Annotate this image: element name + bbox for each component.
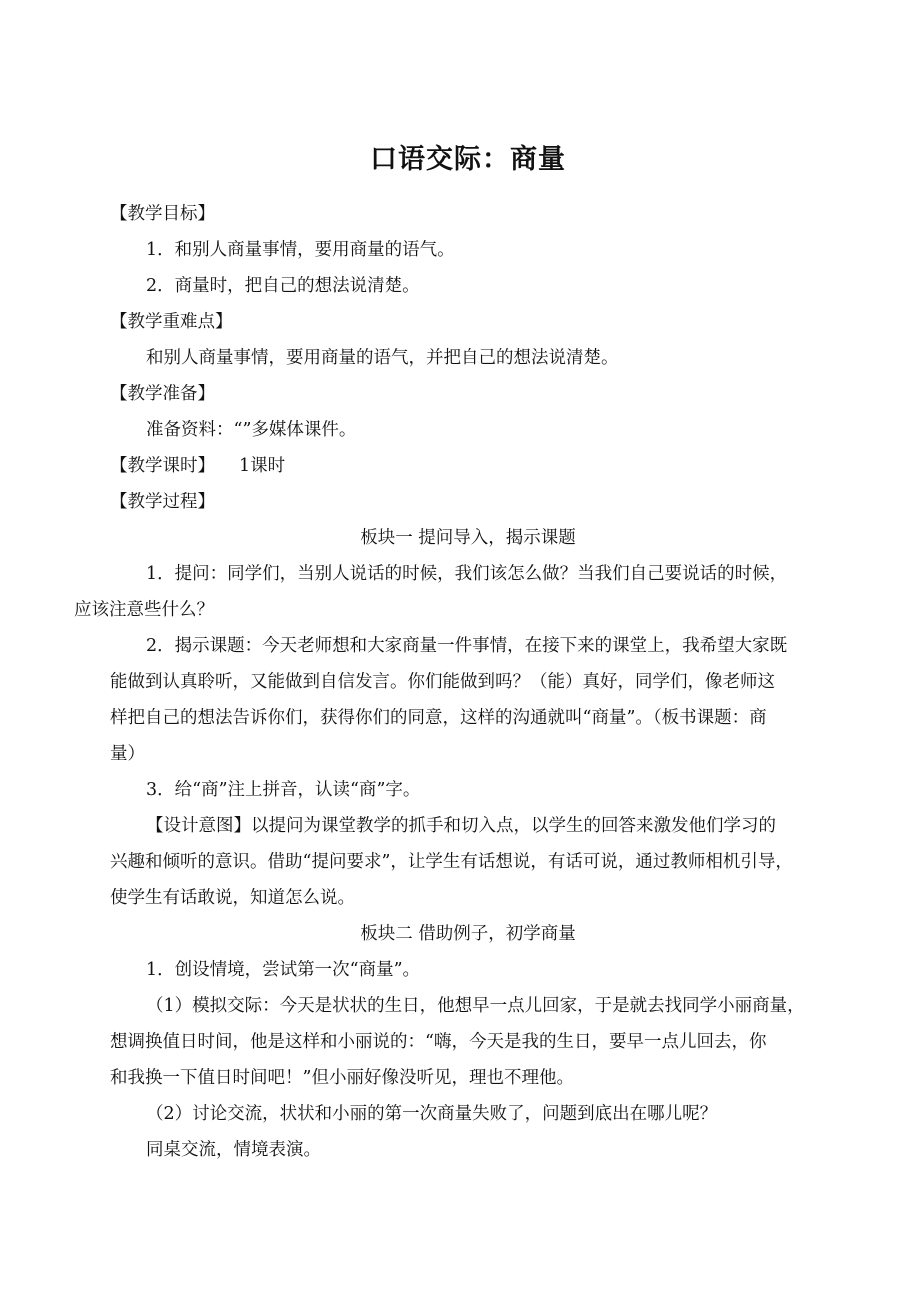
document-page	[74, 140, 826, 1168]
block-two-sub-1-line-3: 和我换一下值日时间吧！”但小丽好像没听见，理也不理他。	[110, 1068, 574, 1088]
teaching-process-heading: 【教学过程】	[110, 492, 215, 512]
block-one-item-2-line-2: 能做到认真聆听，又能做到自信发言。你们能做到吗？（能）真好，同学们，像老师这	[110, 672, 775, 692]
block-one-item-2-line-1: 2．揭示课题：今天老师想和大家商量一件事情，在接下来的课堂上，我希望大家既	[146, 636, 788, 656]
teaching-preparation-heading: 【教学准备】	[110, 384, 215, 404]
block-two-title: 板块二 借助例子，初学商量	[360, 924, 576, 944]
block-two-sub-2: （2）讨论交流，状状和小丽的第一次商量失败了，问题到底出在哪儿呢？	[146, 1104, 718, 1124]
teaching-goal-2: 2．商量时，把自己的想法说清楚。	[146, 276, 420, 296]
block-one-item-2	[110, 628, 826, 772]
block-two-sub-1-line-2: 想调换值日时间，他是这样和小丽说的：“嗨，今天是我的生日，要早一点儿回去，你	[110, 1032, 767, 1052]
teaching-goals-heading: 【教学目标】	[110, 204, 215, 224]
block-one-item-1	[74, 556, 826, 628]
block-one-item-1-line-1: 1．提问：同学们，当别人说话的时候，我们该怎么做？当我们自己要说话的时候，	[146, 564, 788, 584]
teaching-preparation-text: 准备资料：“”多媒体课件。	[146, 420, 357, 440]
block-two-sub-1-line-1: （1）模拟交际：今天是状状的生日，他想早一点儿回家，于是就去找同学小丽商量，	[146, 996, 805, 1016]
teaching-hours-value: 1课时	[239, 456, 286, 476]
block-one-title: 板块一 提问导入，揭示课题	[360, 528, 576, 548]
design-intent-line-2: 兴趣和倾听的意识。借助“提问要求”，让学生有话想说，有话可说，通过教师相机引导，	[110, 852, 793, 872]
teaching-hours-heading: 【教学课时】	[110, 456, 215, 476]
teaching-goal-1: 1．和别人商量事情，要用商量的语气。	[146, 240, 455, 260]
design-intent-paragraph	[110, 808, 826, 916]
document-title: 口语交际：商量	[370, 144, 566, 175]
block-one-item-2-line-3: 样把自己的想法告诉你们，获得你们的同意，这样的沟通就叫“商量”。（板书课题：商	[110, 708, 767, 728]
block-two-sub-3: 同桌交流，情境表演。	[146, 1140, 321, 1160]
design-intent-line-1: 【设计意图】以提问为课堂教学的抓手和切入点，以学生的回答来激发他们学习的	[146, 816, 776, 836]
design-intent-line-3: 使学生有话敢说，知道怎么说。	[110, 888, 355, 908]
block-one-item-1-line-2: 应该注意些什么？	[74, 600, 214, 620]
key-difficulty-heading: 【教学重难点】	[110, 312, 233, 332]
block-one-item-3: 3．给“商”注上拼音，认读“商”字。	[146, 780, 421, 800]
block-two-item-1: 1．创设情境，尝试第一次“商量”。	[146, 960, 421, 980]
teaching-hours-line	[110, 448, 826, 484]
key-difficulty-text: 和别人商量事情，要用商量的语气，并把自己的想法说清楚。	[146, 348, 619, 368]
block-one-item-2-line-4: 量）	[110, 744, 145, 764]
block-two-sub-1	[110, 988, 826, 1096]
